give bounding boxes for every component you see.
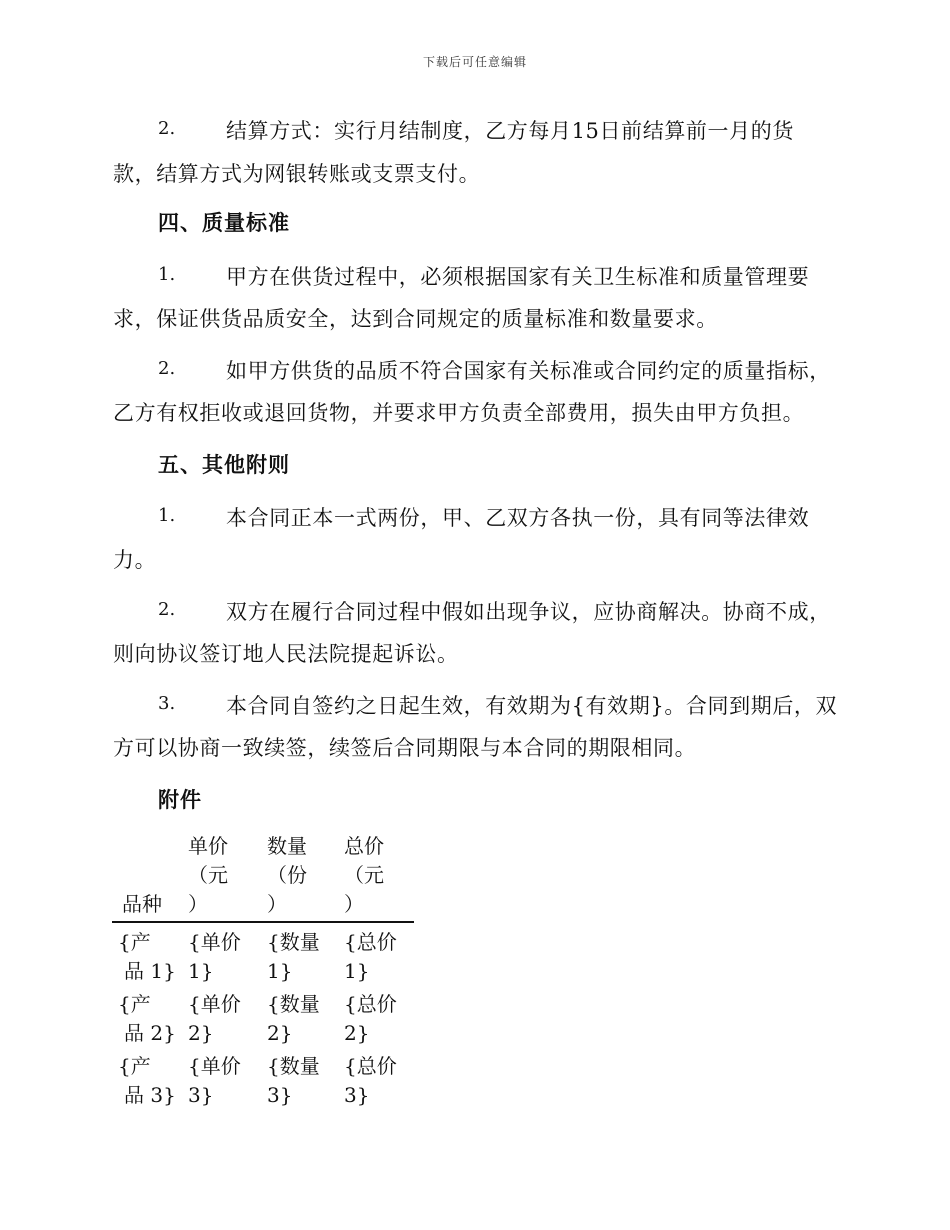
header-cell-total: 总价 （元 ） bbox=[344, 834, 384, 916]
table-cell-total: {总价 1} bbox=[344, 930, 397, 983]
header-cell-price: 单价 （元 ） bbox=[188, 834, 228, 916]
table-cell-total: {总价 2} bbox=[344, 992, 397, 1045]
paragraph-line: 本合同正本一式两份，甲、乙双方各执一份，具有同等法律效 bbox=[226, 506, 810, 530]
table-cell-qty: {数量 3} bbox=[267, 1054, 320, 1107]
item-number: 2. bbox=[158, 358, 176, 379]
table-cell-price: {单价 1} bbox=[188, 930, 241, 983]
item-number: 3. bbox=[158, 693, 176, 714]
paragraph-line: 力。 bbox=[113, 548, 157, 572]
page-header: 下载后可任意编辑 bbox=[422, 55, 527, 69]
table-cell-qty: {数量 2} bbox=[267, 992, 320, 1045]
section-heading-quality: 四、质量标准 bbox=[158, 210, 290, 235]
table-header-rule bbox=[112, 921, 414, 923]
table-cell-qty: {数量 1} bbox=[267, 930, 320, 983]
table-cell-price: {单价 3} bbox=[188, 1054, 241, 1107]
item-number: 1. bbox=[158, 505, 176, 526]
paragraph-line: 结算方式：实行月结制度，乙方每月15日前结算前一月的货 bbox=[226, 119, 794, 143]
header-cell-qty: 数量 （份 ） bbox=[267, 834, 307, 916]
paragraph-line: 如甲方供货的品质不符合国家有关标准或合同约定的质量指标， bbox=[226, 359, 831, 383]
paragraph-line: 则向协议签订地人民法院提起诉讼。 bbox=[113, 642, 459, 666]
paragraph-line: 甲方在供货过程中，必须根据国家有关卫生标准和质量管理要 bbox=[226, 265, 810, 289]
table-cell-product: {产 品 3} bbox=[118, 1054, 176, 1107]
paragraph-line: 方可以协商一致续签，续签后合同期限与本合同的期限相同。 bbox=[113, 736, 697, 760]
section-heading-other: 五、其他附则 bbox=[158, 452, 290, 477]
table-cell-total: {总价 3} bbox=[344, 1054, 397, 1107]
item-number: 2. bbox=[158, 118, 176, 139]
item-number: 2. bbox=[158, 599, 176, 620]
paragraph-line: 本合同自签约之日起生效，有效期为{有效期}。合同到期后，双 bbox=[226, 694, 838, 718]
paragraph-line: 双方在履行合同过程中假如出现争议，应协商解决。协商不成， bbox=[226, 600, 831, 624]
item-number: 1. bbox=[158, 264, 176, 285]
paragraph-line: 乙方有权拒收或退回货物，并要求甲方负责全部费用，损失由甲方负担。 bbox=[113, 401, 805, 425]
table-cell-product: {产 品 2} bbox=[118, 992, 176, 1045]
attachment-heading: 附件 bbox=[158, 787, 202, 812]
header-cell-product: 品种 bbox=[122, 892, 162, 916]
table-cell-price: {单价 2} bbox=[188, 992, 241, 1045]
paragraph-line: 求，保证供货品质安全，达到合同规定的质量标准和数量要求。 bbox=[113, 307, 718, 331]
table-cell-product: {产 品 1} bbox=[118, 930, 176, 983]
paragraph-line: 款，结算方式为网银转账或支票支付。 bbox=[113, 162, 481, 186]
